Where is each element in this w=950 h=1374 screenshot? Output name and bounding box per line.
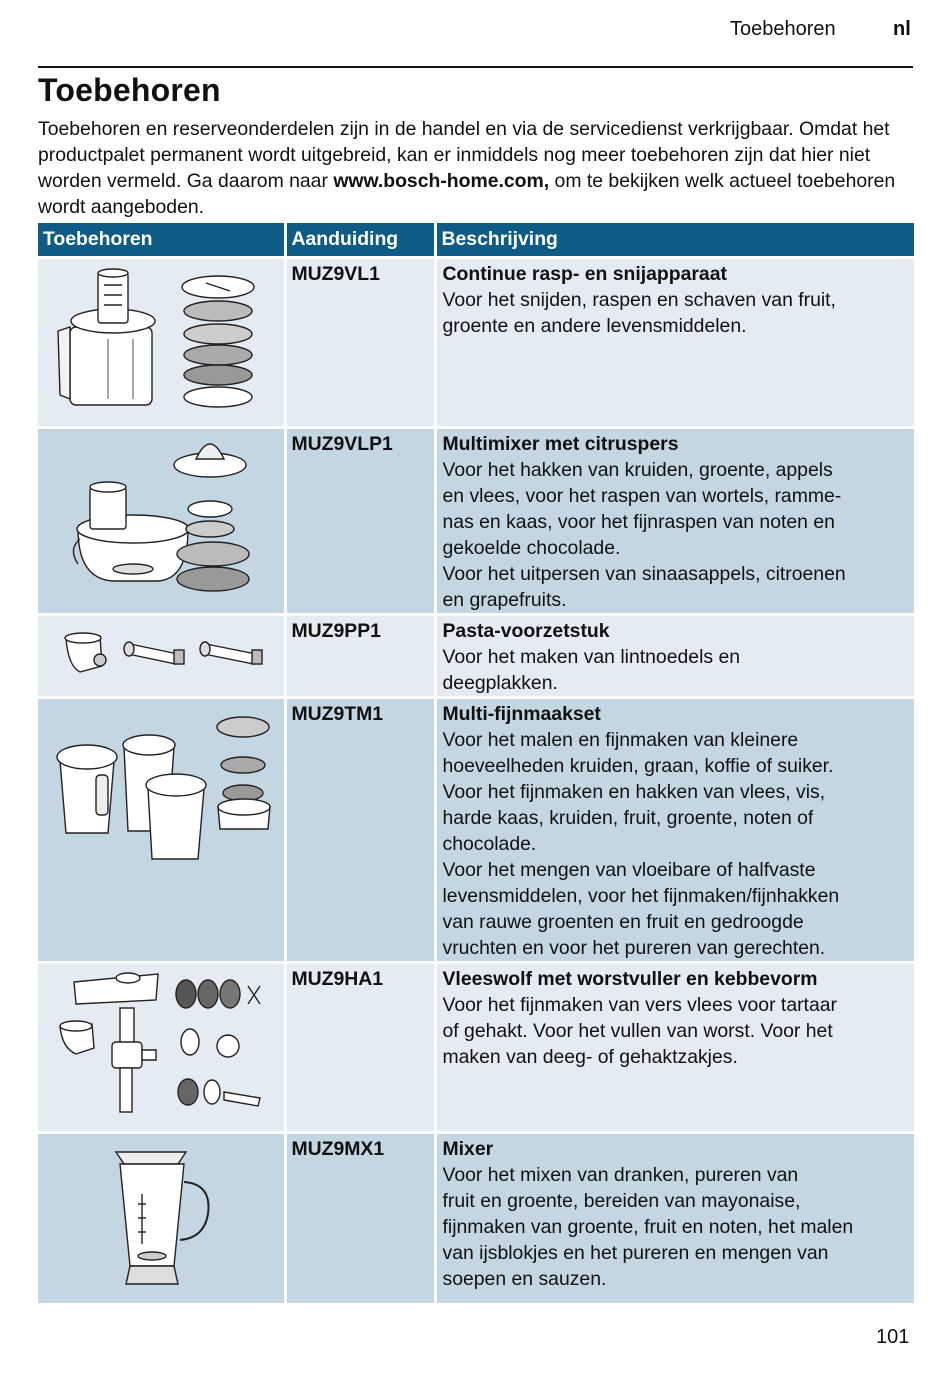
header-language-label: nl: [893, 18, 911, 40]
description-line: hoeveelheden kruiden, graan, koffie of suiker.: [442, 755, 834, 777]
product-description: [435, 615, 914, 698]
product-title: Multi-fijnmaakset: [442, 703, 601, 725]
table-row: [38, 1133, 914, 1303]
column-header-designation: Aanduiding: [285, 223, 435, 258]
product-code: MUZ9TM1: [285, 698, 435, 963]
table-header-row: [38, 223, 914, 258]
multimixer-citrus-press-illustration: [38, 429, 282, 607]
description-line: en grapefruits.: [442, 589, 567, 611]
product-title: Pasta-voorzetstuk: [442, 620, 610, 642]
table-row: [38, 428, 914, 615]
column-header-accessory: Toebehoren: [38, 223, 285, 258]
description-line: vruchten en voor het pureren van gerechten.: [442, 937, 826, 959]
page-number: 101: [876, 1326, 910, 1348]
description-line: van rauwe groenten en fruit en gedroogde: [442, 911, 804, 933]
accessory-image-cell: [38, 1133, 285, 1303]
description-line: groente en andere levensmiddelen.: [442, 315, 747, 337]
accessory-image-cell: [38, 615, 285, 698]
description-line: Voor het maken van lintnoedels en: [442, 646, 741, 668]
product-code: MUZ9VL1: [285, 258, 435, 428]
product-code: MUZ9HA1: [285, 963, 435, 1133]
description-line: soepen en sauzen.: [442, 1268, 607, 1290]
description-line: Voor het snijden, raspen en schaven van fruit,: [442, 289, 836, 311]
description-line: Voor het mengen van vloeibare of halfvaste: [442, 859, 816, 881]
description-line: fijnmaken van groente, fruit en noten, het malen: [442, 1216, 854, 1238]
accessory-image-cell: [38, 258, 285, 428]
description-line: Voor het fijnmaken van vers vlees voor tartaar: [442, 994, 837, 1016]
product-title: Continue rasp- en snijapparaat: [442, 263, 727, 285]
description-line: of gehakt. Voor het vullen van worst. Voor het: [442, 1020, 833, 1042]
accessory-image-cell: [38, 963, 285, 1133]
accessory-image-cell: [38, 428, 285, 615]
product-description: [435, 258, 914, 428]
description-line: Voor het uitpersen van sinaasappels, citroenen: [442, 563, 846, 585]
blender-illustration: [38, 1134, 282, 1299]
header-rule: [38, 66, 913, 68]
description-line: Voor het mixen van dranken, pureren van: [442, 1164, 799, 1186]
description-line: nas en kaas, voor het fijnraspen van noten en: [442, 511, 835, 533]
description-line: van ijsblokjes en het pureren en mengen van: [442, 1242, 829, 1264]
pasta-attachment-illustration: [38, 616, 282, 692]
meat-grinder-illustration: [38, 964, 282, 1129]
accessories-table: [38, 223, 914, 1303]
table-row: [38, 615, 914, 698]
product-code: MUZ9MX1: [285, 1133, 435, 1303]
header-section-label: Toebehoren: [730, 18, 836, 40]
intro-text: Toebehoren en reserveonderdelen zijn in de handel en via de servicedienst verkrijgbaar. Omdat het productpalet permanent wordt uitgebreid, kan er inmiddels nog meer toebehoren zijn dat hier niet worden vermeld. Ga daarom naar: [38, 118, 890, 192]
description-line: Voor het malen en fijnmaken van kleinere: [442, 729, 799, 751]
description-line: deegplakken.: [442, 672, 558, 694]
description-line: gekoelde chocolade.: [442, 537, 621, 559]
description-line: harde kaas, kruiden, fruit, groente, noten of: [442, 807, 814, 829]
product-title: Multimixer met citruspers: [442, 433, 679, 455]
product-code: MUZ9PP1: [285, 615, 435, 698]
intro-text-end: om te bekijken welk actueel toebehoren wordt aangeboden.: [38, 170, 896, 218]
product-title: Mixer: [442, 1138, 494, 1160]
slicer-grater-illustration: [38, 259, 282, 424]
description-line: maken van deeg- of gehaktzakjes.: [442, 1046, 738, 1068]
description-line: fruit en groente, bereiden van mayonaise,: [442, 1190, 801, 1212]
description-line: chocolade.: [442, 833, 537, 855]
product-description: [435, 963, 914, 1133]
intro-paragraph: [38, 116, 918, 220]
product-title: Vleeswolf met worstvuller en kebbevorm: [442, 968, 818, 990]
table-row: [38, 698, 914, 963]
page-title: Toebehoren: [38, 72, 221, 108]
description-line: en vlees, voor het raspen van wortels, ramme-: [442, 485, 842, 507]
product-description: [435, 698, 914, 963]
description-line: levensmiddelen, voor het fijnmaken/fijnhakken: [442, 885, 840, 907]
product-description: [435, 428, 914, 615]
table-row: [38, 963, 914, 1133]
column-header-description: Beschrijving: [435, 223, 914, 258]
description-line: Voor het hakken van kruiden, groente, appels: [442, 459, 833, 481]
product-description: [435, 1133, 914, 1303]
accessory-image-cell: [38, 698, 285, 963]
table-row: [38, 258, 914, 428]
website-link[interactable]: www.bosch-home.com,: [333, 170, 550, 192]
description-line: Voor het fijnmaken en hakken van vlees, vis,: [442, 781, 826, 803]
product-code: MUZ9VLP1: [285, 428, 435, 615]
multi-chopper-set-illustration: [38, 699, 282, 956]
